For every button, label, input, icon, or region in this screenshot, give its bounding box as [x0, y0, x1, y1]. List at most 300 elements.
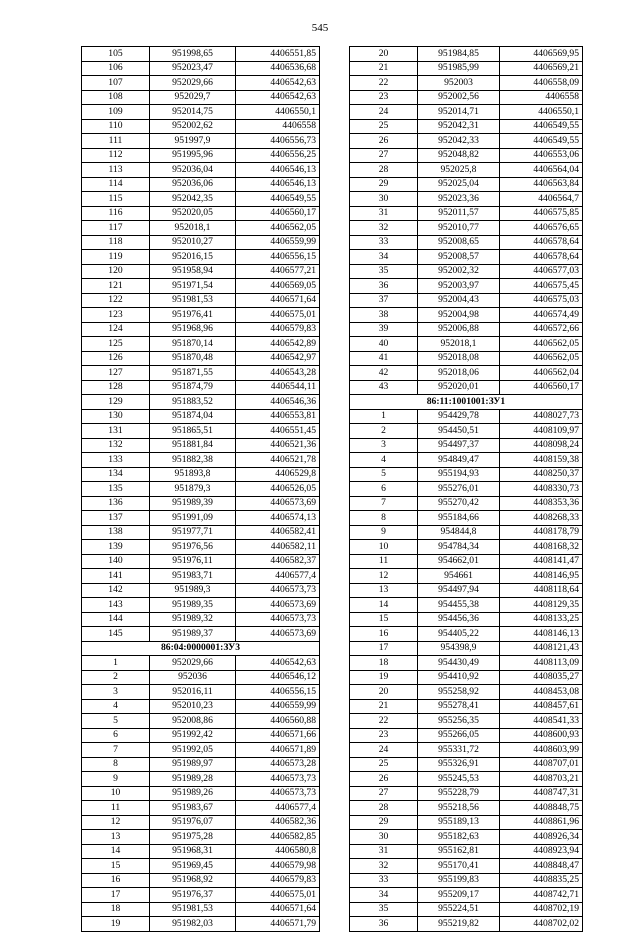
- point-number: 11: [82, 801, 150, 816]
- table-row: [82, 337, 320, 352]
- x-coordinate: 954849,47: [418, 453, 500, 468]
- x-coordinate: 951879,3: [150, 482, 236, 497]
- point-number: 1: [82, 656, 150, 671]
- point-number: 142: [82, 583, 150, 598]
- x-coordinate: 952011,57: [418, 206, 500, 221]
- y-coordinate: 4406556,15: [236, 685, 320, 700]
- point-number: 21: [350, 61, 418, 76]
- x-coordinate: 951985,99: [418, 61, 500, 76]
- section-heading-row: [350, 395, 583, 410]
- y-coordinate: 4406574,13: [236, 511, 320, 526]
- point-number: 32: [350, 221, 418, 236]
- y-coordinate: 4408035,27: [500, 670, 583, 685]
- point-number: 29: [350, 177, 418, 192]
- y-coordinate: 4406575,85: [500, 206, 583, 221]
- table-row: [82, 380, 320, 395]
- table-row: [350, 583, 583, 598]
- table-row: [350, 61, 583, 76]
- y-coordinate: 4408268,33: [500, 511, 583, 526]
- point-number: 120: [82, 264, 150, 279]
- x-coordinate: 951874,79: [150, 380, 236, 395]
- y-coordinate: 4406578,64: [500, 250, 583, 265]
- y-coordinate: 4406529,8: [236, 467, 320, 482]
- point-number: 23: [350, 90, 418, 105]
- y-coordinate: 4406562,05: [500, 351, 583, 366]
- table-row: [82, 554, 320, 569]
- point-number: 33: [350, 873, 418, 888]
- x-coordinate: 952036,04: [150, 163, 236, 178]
- x-coordinate: 951871,55: [150, 366, 236, 381]
- x-coordinate: 955170,41: [418, 859, 500, 874]
- x-coordinate: 951992,05: [150, 743, 236, 758]
- y-coordinate: 4408168,32: [500, 540, 583, 555]
- table-row: [350, 90, 583, 105]
- table-row: [350, 540, 583, 555]
- y-coordinate: 4406573,69: [236, 598, 320, 613]
- x-coordinate: 955331,72: [418, 743, 500, 758]
- table-row: [350, 699, 583, 714]
- coordinates-table-left: [81, 46, 320, 932]
- y-coordinate: 4406521,36: [236, 438, 320, 453]
- y-coordinate: 4408250,37: [500, 467, 583, 482]
- point-number: 130: [82, 409, 150, 424]
- point-number: 115: [82, 192, 150, 207]
- y-coordinate: 4406553,81: [236, 409, 320, 424]
- page-number: 545: [311, 22, 329, 34]
- point-number: 17: [350, 641, 418, 656]
- table-row: [350, 554, 583, 569]
- x-coordinate: 952008,86: [150, 714, 236, 729]
- x-coordinate: 954429,78: [418, 409, 500, 424]
- y-coordinate: 4406542,63: [236, 90, 320, 105]
- x-coordinate: 951989,97: [150, 757, 236, 772]
- point-number: 129: [82, 395, 150, 410]
- x-coordinate: 954497,94: [418, 583, 500, 598]
- point-number: 26: [350, 134, 418, 149]
- x-coordinate: 954784,34: [418, 540, 500, 555]
- table-row: [350, 424, 583, 439]
- point-number: 30: [350, 830, 418, 845]
- x-coordinate: 951992,42: [150, 728, 236, 743]
- table-row: [82, 830, 320, 845]
- x-coordinate: 951982,03: [150, 917, 236, 932]
- y-coordinate: 4406543,28: [236, 366, 320, 381]
- point-number: 126: [82, 351, 150, 366]
- point-number: 3: [350, 438, 418, 453]
- y-coordinate: 4406559,99: [236, 699, 320, 714]
- x-coordinate: 955182,63: [418, 830, 500, 845]
- x-coordinate: 951881,84: [150, 438, 236, 453]
- y-coordinate: 4408141,47: [500, 554, 583, 569]
- y-coordinate: 4408159,38: [500, 453, 583, 468]
- x-coordinate: 951995,96: [150, 148, 236, 163]
- table-row: [82, 409, 320, 424]
- x-coordinate: 955219,82: [418, 917, 500, 932]
- y-coordinate: 4408098,24: [500, 438, 583, 453]
- point-number: 22: [350, 714, 418, 729]
- x-coordinate: 951968,92: [150, 873, 236, 888]
- table-row: [350, 76, 583, 91]
- x-coordinate: 952016,15: [150, 250, 236, 265]
- x-coordinate: 955228,79: [418, 786, 500, 801]
- point-number: 16: [350, 627, 418, 642]
- x-coordinate: 952004,98: [418, 308, 500, 323]
- point-number: 10: [82, 786, 150, 801]
- point-number: 143: [82, 598, 150, 613]
- table-row: [350, 917, 583, 932]
- table-row: [82, 873, 320, 888]
- table-row: [82, 279, 320, 294]
- x-coordinate: 951976,56: [150, 540, 236, 555]
- table-row: [350, 438, 583, 453]
- y-coordinate: 4406542,97: [236, 351, 320, 366]
- x-coordinate: 955194,93: [418, 467, 500, 482]
- point-number: 9: [350, 525, 418, 540]
- point-number: 20: [350, 685, 418, 700]
- table-row: [82, 540, 320, 555]
- y-coordinate: 4406582,36: [236, 815, 320, 830]
- point-number: 141: [82, 569, 150, 584]
- y-coordinate: 4406544,11: [236, 380, 320, 395]
- y-coordinate: 4406582,85: [236, 830, 320, 845]
- y-coordinate: 4406550,1: [236, 105, 320, 120]
- y-coordinate: 4408353,36: [500, 496, 583, 511]
- y-coordinate: 4406569,05: [236, 279, 320, 294]
- y-coordinate: 4406558: [236, 119, 320, 134]
- point-number: 7: [82, 743, 150, 758]
- y-coordinate: 4406572,66: [500, 322, 583, 337]
- x-coordinate: 954455,38: [418, 598, 500, 613]
- table-row: [82, 569, 320, 584]
- y-coordinate: 4408747,31: [500, 786, 583, 801]
- y-coordinate: 4408457,61: [500, 699, 583, 714]
- table-row: [350, 47, 583, 62]
- point-number: 11: [350, 554, 418, 569]
- y-coordinate: 4406549,55: [236, 192, 320, 207]
- table-row: [82, 264, 320, 279]
- table-row: [82, 467, 320, 482]
- table-row: [82, 90, 320, 105]
- y-coordinate: 4406580,8: [236, 844, 320, 859]
- point-number: 138: [82, 525, 150, 540]
- table-row: [350, 496, 583, 511]
- table-row: [82, 351, 320, 366]
- point-number: 36: [350, 917, 418, 932]
- x-coordinate: 952002,62: [150, 119, 236, 134]
- y-coordinate: 4406571,79: [236, 917, 320, 932]
- point-number: 116: [82, 206, 150, 221]
- y-coordinate: 4406573,73: [236, 583, 320, 598]
- y-coordinate: 4408861,96: [500, 815, 583, 830]
- table-row: [350, 656, 583, 671]
- x-coordinate: 952014,75: [150, 105, 236, 120]
- point-number: 13: [350, 583, 418, 598]
- table-row: [82, 438, 320, 453]
- table-row: [350, 743, 583, 758]
- x-coordinate: 952025,8: [418, 163, 500, 178]
- table-row: [82, 235, 320, 250]
- x-coordinate: 955224,51: [418, 902, 500, 917]
- y-coordinate: 4406558: [500, 90, 583, 105]
- table-row: [350, 177, 583, 192]
- x-coordinate: 954661: [418, 569, 500, 584]
- y-coordinate: 4408129,35: [500, 598, 583, 613]
- table-row: [82, 453, 320, 468]
- table-row: [82, 250, 320, 265]
- y-coordinate: 4406556,73: [236, 134, 320, 149]
- table-row: [82, 221, 320, 236]
- table-row: [350, 467, 583, 482]
- point-number: 133: [82, 453, 150, 468]
- table-row: [82, 757, 320, 772]
- point-number: 36: [350, 279, 418, 294]
- y-coordinate: 4406546,13: [236, 177, 320, 192]
- y-coordinate: 4408146,13: [500, 627, 583, 642]
- x-coordinate: 952020,01: [418, 380, 500, 395]
- table-row: [350, 859, 583, 874]
- x-coordinate: 952016,11: [150, 685, 236, 700]
- table-row: [82, 293, 320, 308]
- point-number: 109: [82, 105, 150, 120]
- point-number: 16: [82, 873, 150, 888]
- point-number: 127: [82, 366, 150, 381]
- x-coordinate: 951991,09: [150, 511, 236, 526]
- x-coordinate: 951870,14: [150, 337, 236, 352]
- point-number: 124: [82, 322, 150, 337]
- table-row: [350, 714, 583, 729]
- x-coordinate: 954430,49: [418, 656, 500, 671]
- y-coordinate: 4406564,7: [500, 192, 583, 207]
- x-coordinate: 955162,81: [418, 844, 500, 859]
- y-coordinate: 4406569,95: [500, 47, 583, 62]
- x-coordinate: 952018,1: [150, 221, 236, 236]
- table-row: [82, 192, 320, 207]
- y-coordinate: 4408707,01: [500, 757, 583, 772]
- point-number: 19: [350, 670, 418, 685]
- table-row: [82, 148, 320, 163]
- table-row: [350, 525, 583, 540]
- table-row: [350, 366, 583, 381]
- x-coordinate: 951976,11: [150, 554, 236, 569]
- x-coordinate: 954450,51: [418, 424, 500, 439]
- y-coordinate: 4406562,05: [236, 221, 320, 236]
- y-coordinate: 4406560,17: [500, 380, 583, 395]
- y-coordinate: 4406573,28: [236, 757, 320, 772]
- x-coordinate: 951977,71: [150, 525, 236, 540]
- table-row: [82, 206, 320, 221]
- x-coordinate: 951989,3: [150, 583, 236, 598]
- x-coordinate: 951989,26: [150, 786, 236, 801]
- point-number: 34: [350, 888, 418, 903]
- y-coordinate: 4406542,63: [236, 656, 320, 671]
- table-row: [350, 453, 583, 468]
- table-row: [350, 888, 583, 903]
- y-coordinate: 4406560,88: [236, 714, 320, 729]
- y-coordinate: 4406559,99: [236, 235, 320, 250]
- x-coordinate: 951882,38: [150, 453, 236, 468]
- table-row: [82, 496, 320, 511]
- point-number: 31: [350, 844, 418, 859]
- point-number: 135: [82, 482, 150, 497]
- y-coordinate: 4406577,4: [236, 569, 320, 584]
- point-number: 140: [82, 554, 150, 569]
- y-coordinate: 4408027,73: [500, 409, 583, 424]
- y-coordinate: 4408603,99: [500, 743, 583, 758]
- point-number: 18: [82, 902, 150, 917]
- point-number: 3: [82, 685, 150, 700]
- point-number: 4: [82, 699, 150, 714]
- table-row: [82, 859, 320, 874]
- table-row: [82, 917, 320, 932]
- point-number: 35: [350, 264, 418, 279]
- table-row: [82, 685, 320, 700]
- y-coordinate: 4406556,25: [236, 148, 320, 163]
- table-row: [350, 192, 583, 207]
- table-row: [350, 163, 583, 178]
- y-coordinate: 4406571,89: [236, 743, 320, 758]
- y-coordinate: 4406536,68: [236, 61, 320, 76]
- point-number: 42: [350, 366, 418, 381]
- point-number: 33: [350, 235, 418, 250]
- x-coordinate: 952003,97: [418, 279, 500, 294]
- x-coordinate: 952008,65: [418, 235, 500, 250]
- x-coordinate: 952042,31: [418, 119, 500, 134]
- y-coordinate: 4406564,04: [500, 163, 583, 178]
- point-number: 2: [350, 424, 418, 439]
- table-row: [82, 76, 320, 91]
- table-row: [350, 308, 583, 323]
- y-coordinate: 4406556,15: [236, 250, 320, 265]
- y-coordinate: 4408541,33: [500, 714, 583, 729]
- y-coordinate: 4406549,55: [500, 119, 583, 134]
- table-row: [82, 163, 320, 178]
- table-row: [350, 337, 583, 352]
- y-coordinate: 4406571,66: [236, 728, 320, 743]
- table-row: [82, 525, 320, 540]
- point-number: 8: [350, 511, 418, 526]
- table-row: [350, 134, 583, 149]
- table-row: [82, 888, 320, 903]
- point-number: 38: [350, 308, 418, 323]
- x-coordinate: 955258,92: [418, 685, 500, 700]
- x-coordinate: 954410,92: [418, 670, 500, 685]
- x-coordinate: 951883,52: [150, 395, 236, 410]
- table-row: [82, 772, 320, 787]
- x-coordinate: 951989,32: [150, 612, 236, 627]
- y-coordinate: 4406562,04: [500, 366, 583, 381]
- y-coordinate: 4408330,73: [500, 482, 583, 497]
- point-number: 27: [350, 786, 418, 801]
- x-coordinate: 952023,47: [150, 61, 236, 76]
- table-row: [82, 395, 320, 410]
- table-row: [350, 119, 583, 134]
- point-number: 25: [350, 119, 418, 134]
- point-number: 34: [350, 250, 418, 265]
- y-coordinate: 4406579,83: [236, 322, 320, 337]
- y-coordinate: 4408835,25: [500, 873, 583, 888]
- x-coordinate: 951968,31: [150, 844, 236, 859]
- x-coordinate: 952004,43: [418, 293, 500, 308]
- point-number: 111: [82, 134, 150, 149]
- table-row: [350, 830, 583, 845]
- table-row: [82, 627, 320, 642]
- y-coordinate: 4408600,93: [500, 728, 583, 743]
- y-coordinate: 4406575,45: [500, 279, 583, 294]
- table-row: [350, 105, 583, 120]
- table-row: [350, 409, 583, 424]
- point-number: 9: [82, 772, 150, 787]
- point-number: 15: [350, 612, 418, 627]
- x-coordinate: 955256,35: [418, 714, 500, 729]
- point-number: 17: [82, 888, 150, 903]
- table-row: [82, 656, 320, 671]
- x-coordinate: 951893,8: [150, 467, 236, 482]
- y-coordinate: 4406574,49: [500, 308, 583, 323]
- x-coordinate: 951971,54: [150, 279, 236, 294]
- x-coordinate: 952018,06: [418, 366, 500, 381]
- x-coordinate: 952042,33: [418, 134, 500, 149]
- y-coordinate: 4408702,02: [500, 917, 583, 932]
- y-coordinate: 4408848,75: [500, 801, 583, 816]
- y-coordinate: 4406573,69: [236, 627, 320, 642]
- table-row: [82, 105, 320, 120]
- x-coordinate: 954497,37: [418, 438, 500, 453]
- table-row: [350, 293, 583, 308]
- y-coordinate: 4406550,1: [500, 105, 583, 120]
- table-row: [350, 873, 583, 888]
- x-coordinate: 952010,27: [150, 235, 236, 250]
- x-coordinate: 951984,85: [418, 47, 500, 62]
- table-row: [82, 743, 320, 758]
- point-number: 117: [82, 221, 150, 236]
- x-coordinate: 952029,66: [150, 656, 236, 671]
- x-coordinate: 951981,53: [150, 902, 236, 917]
- point-number: 26: [350, 772, 418, 787]
- x-coordinate: 952010,77: [418, 221, 500, 236]
- x-coordinate: 951981,53: [150, 293, 236, 308]
- y-coordinate: 4406582,11: [236, 540, 320, 555]
- x-coordinate: 951976,07: [150, 815, 236, 830]
- table-row: [350, 511, 583, 526]
- point-number: 40: [350, 337, 418, 352]
- point-number: 123: [82, 308, 150, 323]
- y-coordinate: 4406526,05: [236, 482, 320, 497]
- table-row: [82, 728, 320, 743]
- y-coordinate: 4406575,01: [236, 888, 320, 903]
- x-coordinate: 952029,7: [150, 90, 236, 105]
- point-number: 29: [350, 815, 418, 830]
- x-coordinate: 955199,83: [418, 873, 500, 888]
- y-coordinate: 4406542,63: [236, 76, 320, 91]
- x-coordinate: 951989,37: [150, 627, 236, 642]
- y-coordinate: 4406577,03: [500, 264, 583, 279]
- x-coordinate: 952036: [150, 670, 236, 685]
- x-coordinate: 951865,51: [150, 424, 236, 439]
- point-number: 6: [350, 482, 418, 497]
- x-coordinate: 952008,57: [418, 250, 500, 265]
- table-row: [82, 366, 320, 381]
- table-row: [350, 482, 583, 497]
- x-coordinate: 952018,08: [418, 351, 500, 366]
- point-number: 27: [350, 148, 418, 163]
- x-coordinate: 955278,41: [418, 699, 500, 714]
- table-row: [82, 670, 320, 685]
- table-row: [82, 119, 320, 134]
- x-coordinate: 955270,42: [418, 496, 500, 511]
- x-coordinate: 955184,66: [418, 511, 500, 526]
- point-number: 106: [82, 61, 150, 76]
- point-number: 28: [350, 163, 418, 178]
